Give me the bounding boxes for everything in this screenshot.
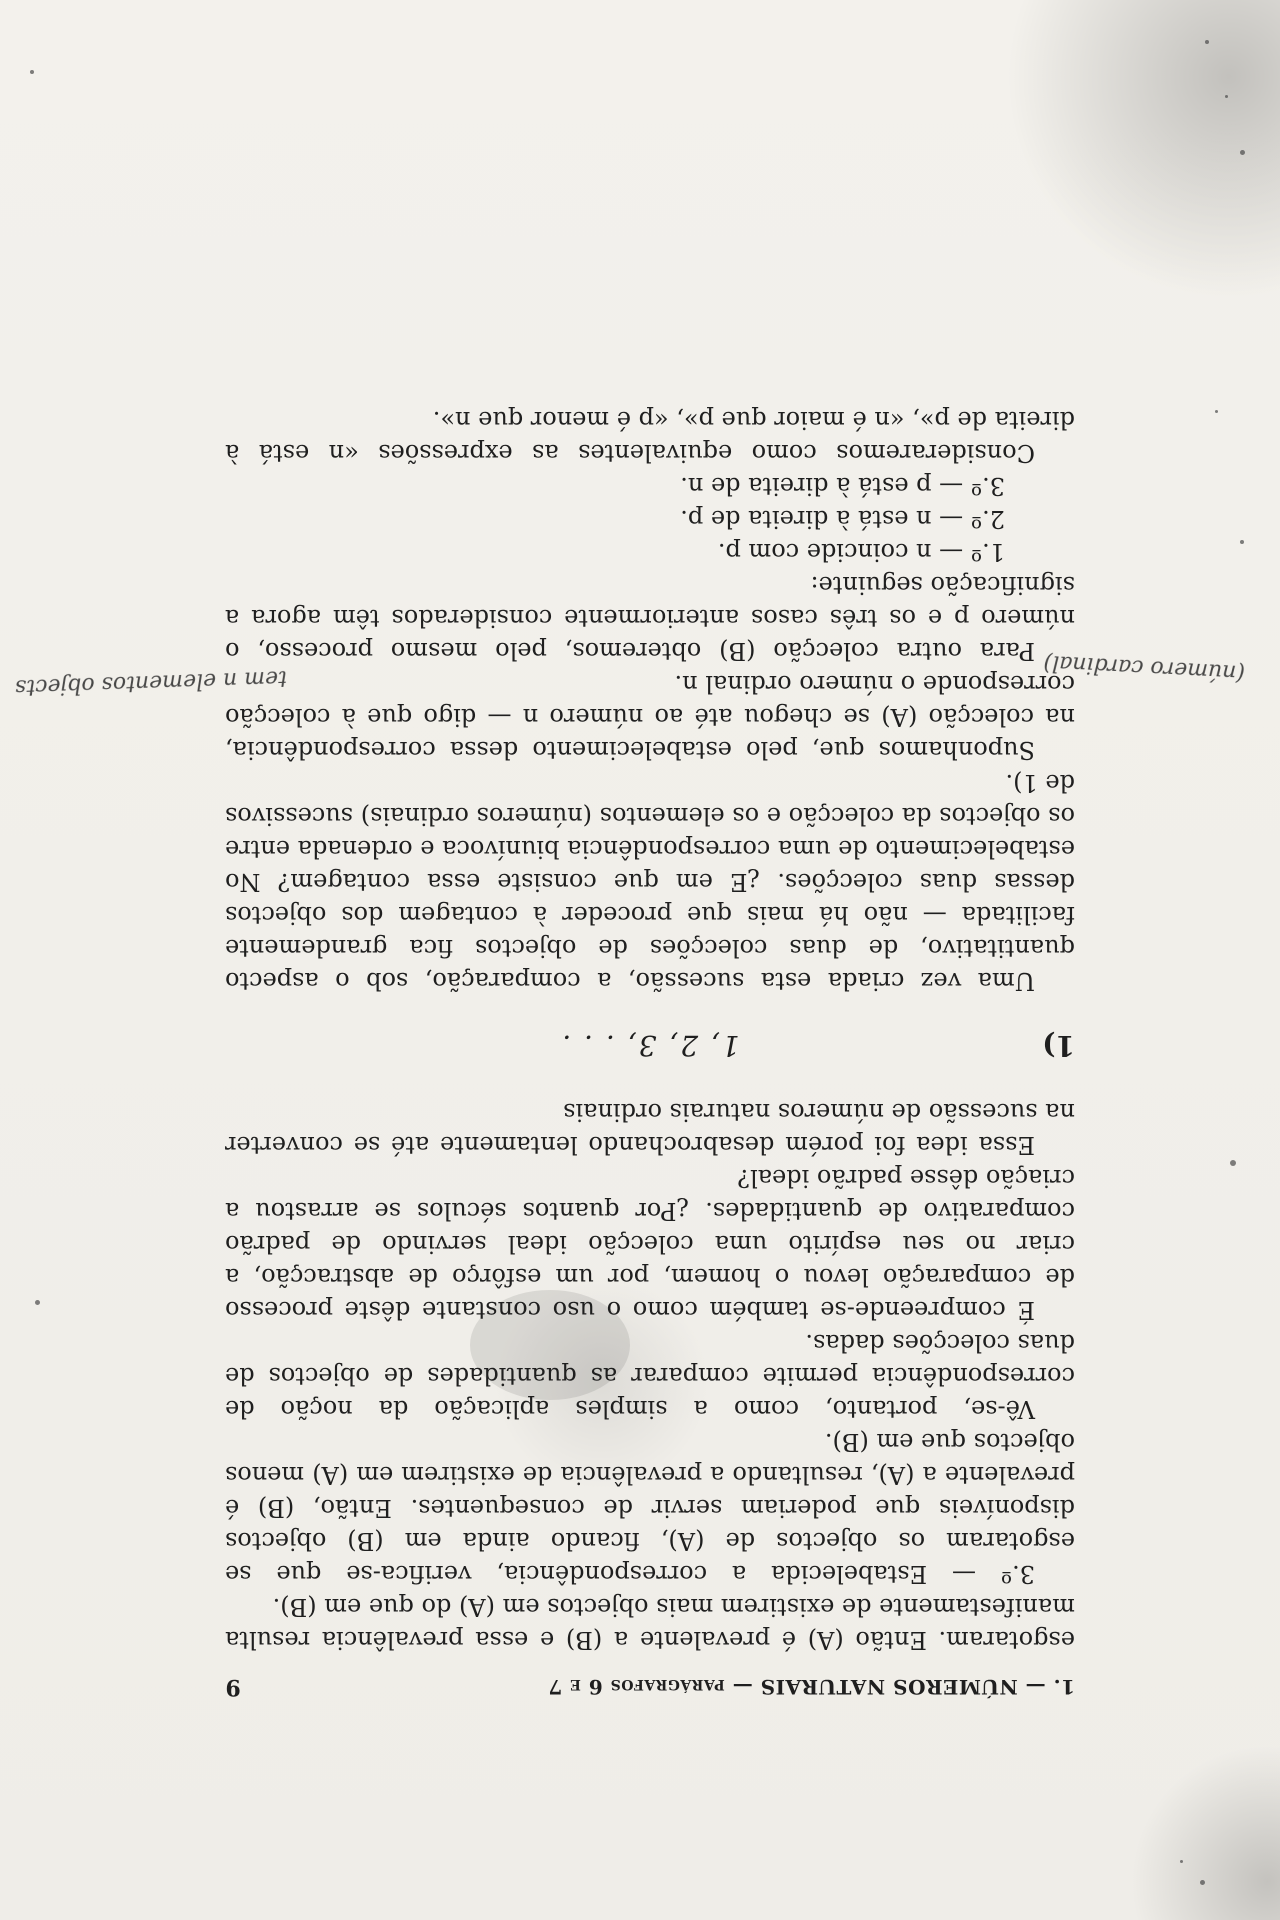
- scan-speck: [1215, 410, 1218, 413]
- paragraph: esgotaram. Então (A) é prevalente a (B) e essa prevalência resulta manifestamente de existirem mais objectos em (A) do que em (B).: [225, 1593, 1075, 1654]
- paragraph: Suponhamos que, pelo estabelecimento dessa correspondência, na colecção (A) se chegou até ao número n — digo que à colecção corresponde o número ordinal n.: [225, 670, 1075, 764]
- paragraph: Essa idea foi porém desabrochando lentamente até se converter na sucessão de números naturais ordinais: [225, 1098, 1075, 1159]
- body-text: [225, 403, 1075, 1656]
- list-item: 1.º — n coincide com p.: [717, 538, 1005, 566]
- running-head-title: 1. — NÚMEROS NATURAIS — parágrafos 6 e 7: [547, 1675, 1075, 1699]
- scan-speck: [1240, 150, 1245, 155]
- scan-speck: [1205, 40, 1209, 44]
- scan-speck: [1240, 540, 1244, 544]
- book-page-upside-down: [14, 250, 1246, 1700]
- scan-speck: [35, 1300, 40, 1305]
- paragraph: Vê-se, portanto, como a simples aplicação da noção de correspondência permite comparar as quantidades de objectos de duas colecções dadas.: [225, 1329, 1075, 1423]
- list-item: 2.º — n está à direita de p.: [680, 505, 1005, 533]
- formula-number: 1): [1042, 1029, 1075, 1063]
- running-head: [225, 1674, 1075, 1700]
- scan-speck: [1180, 1860, 1183, 1863]
- paragraph: Para outra colecção (B) obteremos, pelo mesmo processo, o número p e os três casos anteriormente considerados têm agora a significação seguinte:: [225, 571, 1075, 665]
- paragraph: 3.º — Estabelecida a correspondência, verifica-se que se esgotaram os objectos de (A), ficando ainda em (B) objectos disponíveis que poderiam servir de consequentes. Então, (B) é prevalente a (A), resultando a prevalência de existirem em (A) menos objectos que em (B).: [225, 1428, 1075, 1588]
- paragraph: Uma vez criada esta sucessão, a comparação, sob o aspecto quantitativo, de duas colecções de objectos fica grandemente facilitada — não há mais que proceder à contagem dos objectos dessas duas colecções. ¿E em que consiste essa contagem? No estabelecimento de uma correspondência biunívoca e ordenada entre os objectos da colecção e os elementos (números ordinais) sucessivos de 1).: [225, 769, 1075, 995]
- scan-speck: [30, 70, 34, 74]
- formula-sequence: 1, 2, 3, . . .: [560, 1029, 740, 1063]
- paragraph: Consideraremos como equivalentes as expressões «n está à direita de p», «n é maior que p», «p é menor que n».: [225, 406, 1075, 467]
- handwritten-margin-note: tem n elementos objects: [14, 665, 288, 700]
- sequence-formula: [225, 1025, 1075, 1067]
- page-number: 9: [225, 1674, 241, 1700]
- list-item: 3.º — p está à direita de n.: [680, 472, 1005, 500]
- scan-speck: [1225, 95, 1228, 98]
- paragraph: É compreende-se também como o uso constante dêste processo de comparação levou o homem, por um esfôrço de abstracção, a criar no seu espírito uma colecção ideal servindo de padrão comparativo de quantidades. ¿Por quantos séculos se arrastou a criação dêsse padrão ideal?: [225, 1164, 1075, 1324]
- scan-speck: [1200, 1880, 1205, 1885]
- scan-speck: [1230, 1160, 1236, 1166]
- handwritten-margin-note: (número cardinal): [1042, 649, 1246, 686]
